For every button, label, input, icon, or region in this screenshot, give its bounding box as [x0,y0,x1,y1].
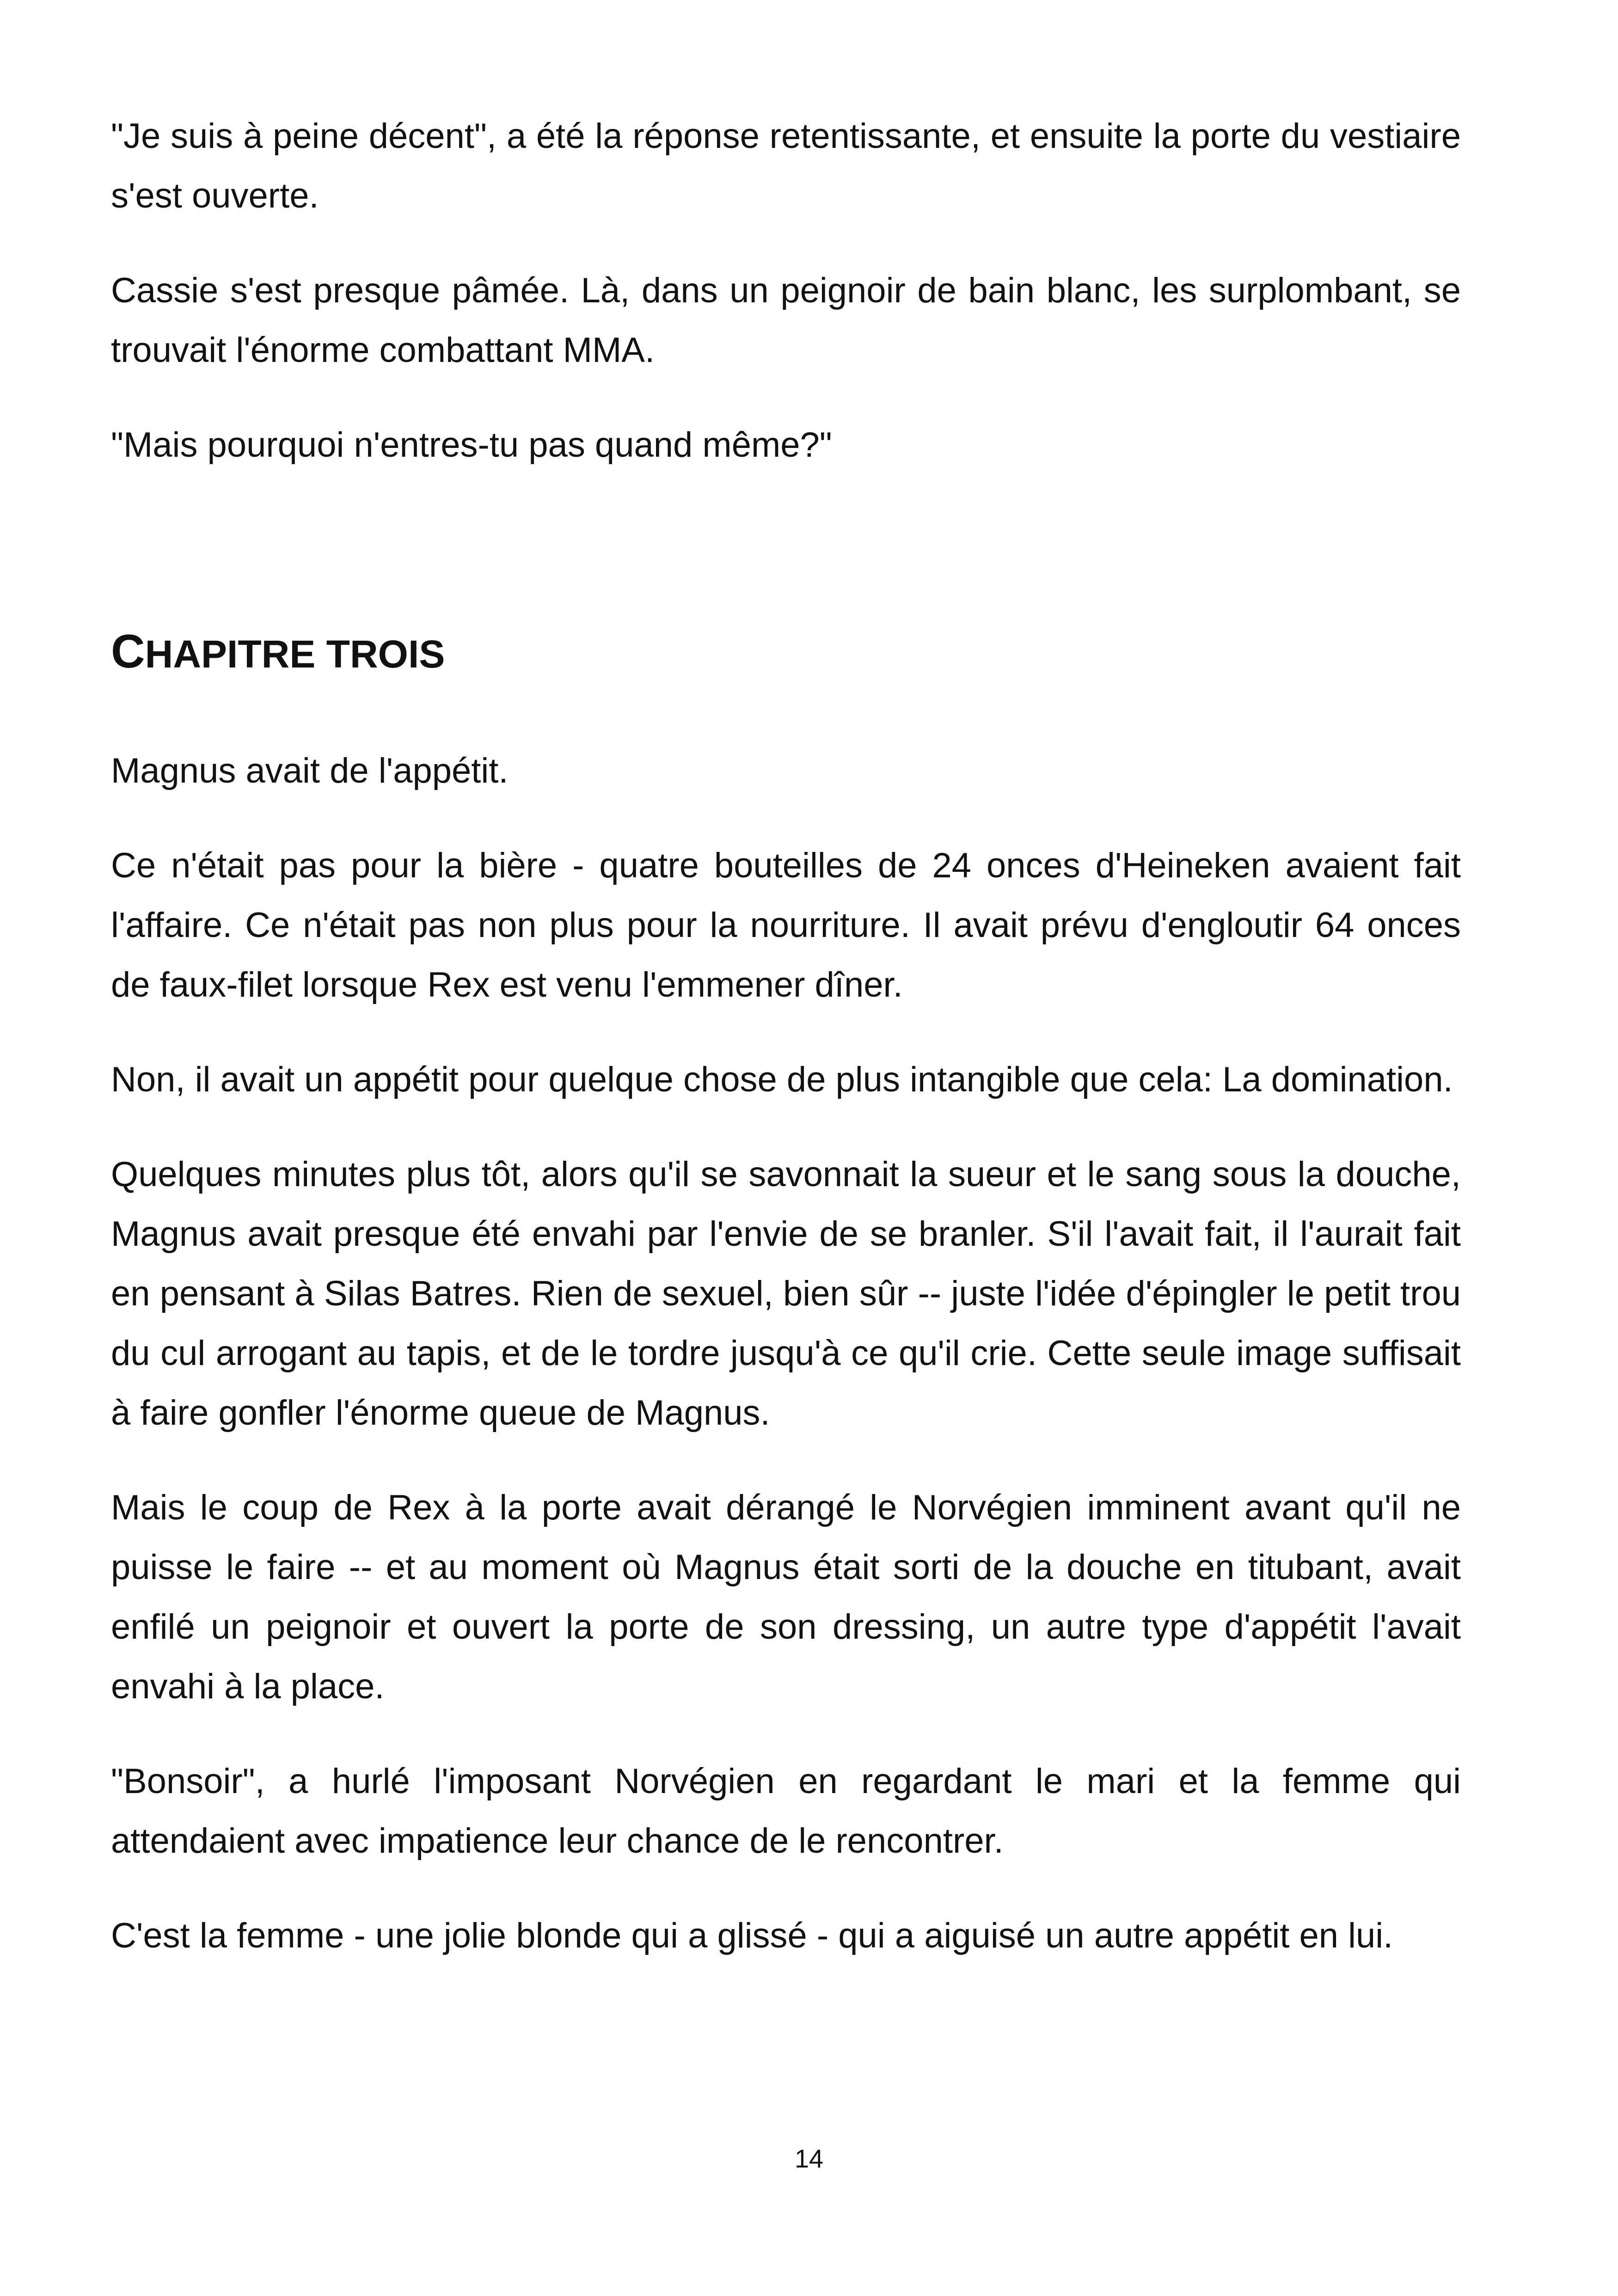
chapter-title-initial: C [111,625,145,678]
page-number: 14 [794,2144,824,2173]
paragraph: "Bonsoir", a hurlé l'imposant Norvégien en regardant le mari et la femme qui attendaient avec impatience leur chance de le rencontrer. [111,1762,1461,1861]
section-spacer [111,510,1461,619]
chapter-title-rest: HAPITRE TROIS [145,632,445,676]
paragraph: Mais le coup de Rex à la porte avait dérangé le Norvégien imminent avant qu'il ne puisse le faire -- et au moment où Magnus était sorti de la douche en titubant, avait enfilé un peignoir et ouvert la porte de son dressing, un autre type d'appétit l'avait envahi à la place. [111,1488,1461,1706]
chapter-title [111,619,1461,686]
paragraph: "Mais pourquoi n'entres-tu pas quand même?" [111,425,832,465]
paragraph: Quelques minutes plus tôt, alors qu'il se savonnait la sueur et le sang sous la douche, Magnus avait presque été envahi par l'envie de se branler. S'il l'avait fait, il l'aurait fait en pensant à Silas Batres. Rien de sexuel, bien sûr -- juste l'idée d'épingler le petit trou du cul arrogant au tapis, et de le tordre jusqu'à ce qu'il crie. Cette seule image suffisait à faire gonfler l'énorme queue de Magnus. [111,1155,1461,1433]
paragraph: Ce n'était pas pour la bière - quatre bouteilles de 24 onces d'Heineken avaient fait l'affaire. Ce n'était pas non plus pour la nourriture. Il avait prévu d'engloutir 64 onces de faux-filet lorsque Rex est venu l'emmener dîner. [111,846,1461,1004]
paragraph: C'est la femme - une jolie blonde qui a glissé - qui a aiguisé un autre appétit en lui. [111,1916,1393,1955]
paragraph: Cassie s'est presque pâmée. Là, dans un peignoir de bain blanc, les surplombant, se trouvait l'énorme combattant MMA. [111,271,1461,370]
page-content [111,106,1461,2001]
paragraph: "Je suis à peine décent", a été la réponse retentissante, et ensuite la porte du vestiaire s'est ouverte. [111,116,1461,215]
paragraph: Magnus avait de l'appétit. [111,751,509,790]
paragraph: Non, il avait un appétit pour quelque chose de plus intangible que cela: La domination. [111,1060,1453,1099]
